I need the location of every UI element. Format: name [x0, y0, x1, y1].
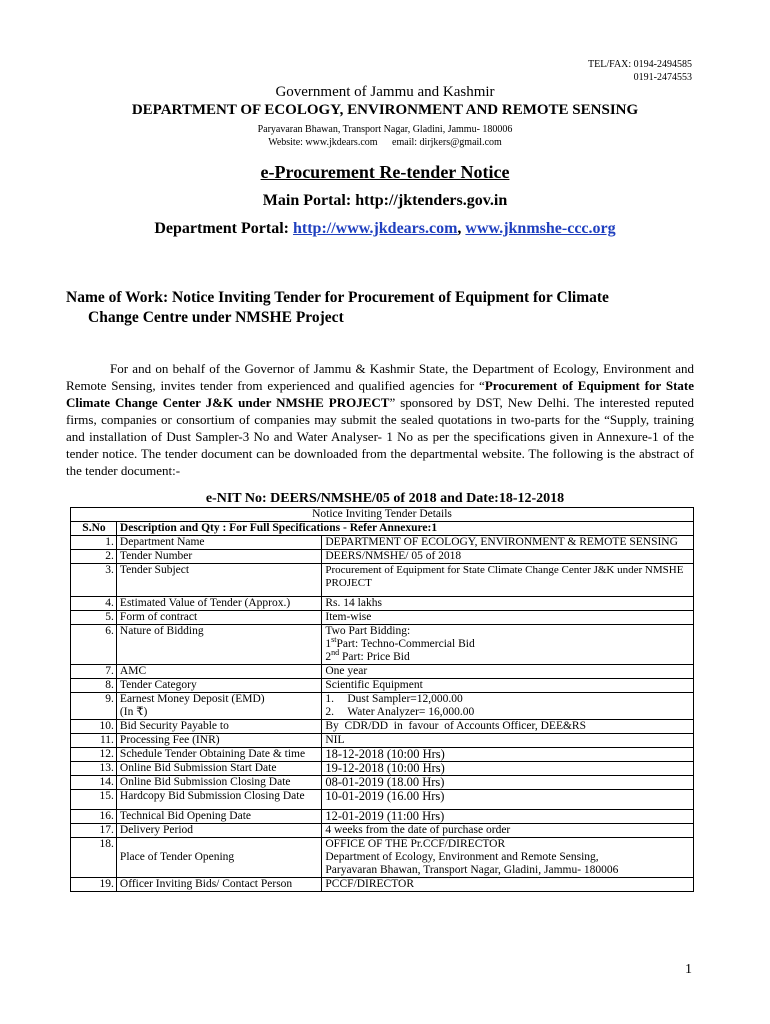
telfax-line-1: TEL/FAX: 0194-2494585: [588, 59, 692, 70]
row-value: Procurement of Equipment for State Climate Change Center J&K under NMSHE PROJECT: [322, 564, 694, 597]
row-sno: 4.: [71, 597, 117, 611]
row-label: Officer Inviting Bids/ Contact Person: [116, 878, 321, 892]
row-label: Online Bid Submission Closing Date: [116, 776, 321, 790]
table-row: [71, 536, 694, 550]
table-row: [71, 790, 694, 810]
row-label: Estimated Value of Tender (Approx.): [116, 597, 321, 611]
row-value: [322, 693, 694, 720]
row-value: Item-wise: [322, 611, 694, 625]
row-label: Delivery Period: [116, 824, 321, 838]
notice-title: e-Procurement Re-tender Notice: [260, 162, 510, 182]
header-description: Description and Qty : For Full Specifications - Refer Annexure:1: [116, 522, 693, 536]
table-row: [71, 810, 694, 824]
header-sno: S.No: [71, 522, 117, 536]
bidding-part-1: 1stPart: Techno-Commercial Bid: [325, 635, 475, 650]
row-value: NIL: [322, 734, 694, 748]
row-sno: 18.: [71, 838, 117, 878]
jknmshe-link[interactable]: www.jknmshe-ccc.org: [465, 220, 616, 237]
row-label: AMC: [116, 665, 321, 679]
row-label: Place of Tender Opening: [116, 838, 321, 878]
bidding-type: Two Part Bidding:: [325, 625, 411, 637]
table-row: [71, 665, 694, 679]
row-label: Hardcopy Bid Submission Closing Date: [116, 790, 321, 810]
row-value: Scientific Equipment: [322, 679, 694, 693]
row-label: Form of contract: [116, 611, 321, 625]
emd-item: 1. Dust Sampler=12,000.00: [325, 693, 463, 705]
row-sno: 10.: [71, 720, 117, 734]
row-value: 4 weeks from the date of purchase order: [322, 824, 694, 838]
row-sno: 12.: [71, 748, 117, 762]
row-value: 08-01-2019 (18.00 Hrs): [322, 776, 694, 790]
row-value: 10-01-2019 (16.00 Hrs): [322, 790, 694, 810]
row-sno: 6.: [71, 625, 117, 665]
email-text: email: dirjkers@gmail.com: [392, 137, 502, 148]
row-sno: 17.: [71, 824, 117, 838]
row-sno: 11.: [71, 734, 117, 748]
row-value: [322, 625, 694, 665]
emd-item: 2. Water Analyzer= 16,000.00: [325, 706, 475, 718]
row-value: 19-12-2018 (10:00 Hrs): [322, 762, 694, 776]
table-row: [71, 597, 694, 611]
row-label: Processing Fee (INR): [116, 734, 321, 748]
bidding-part-2: 2nd Part: Price Bid: [325, 648, 410, 663]
row-sno: 19.: [71, 878, 117, 892]
row-label: Tender Category: [116, 679, 321, 693]
department-portal-label: Department Portal:: [154, 220, 293, 237]
table-row: [71, 679, 694, 693]
body-text-part-1: For and on behalf of the Governor of Jammu & Kashmir State, the Department of Ecology, Environment and Remote Sensing, invites tender from experienced and qualified agencies for “: [66, 361, 694, 393]
row-sno: 8.: [71, 679, 117, 693]
row-sno: 7.: [71, 665, 117, 679]
row-sno: 16.: [71, 810, 117, 824]
row-value: PCCF/DIRECTOR: [322, 878, 694, 892]
row-value: 18-12-2018 (10:00 Hrs): [322, 748, 694, 762]
table-row: [71, 734, 694, 748]
row-sno: 1.: [71, 536, 117, 550]
contact-line: [0, 137, 770, 148]
row-sno: 15.: [71, 790, 117, 810]
row-value: By CDR/DD in favour of Accounts Officer, DEE&RS: [322, 720, 694, 734]
tender-details-table: [70, 507, 694, 892]
row-sno: 2.: [71, 550, 117, 564]
row-label: Department Name: [116, 536, 321, 550]
website-text: Website: www.jkdears.com: [268, 137, 378, 148]
notice-body-paragraph: [66, 360, 694, 479]
row-label: Technical Bid Opening Date: [116, 810, 321, 824]
row-label: Online Bid Submission Start Date: [116, 762, 321, 776]
page-number: 1: [685, 962, 692, 977]
row-value: 12-01-2019 (11:00 Hrs): [322, 810, 694, 824]
department-address: Paryavaran Bhawan, Transport Nagar, Gladini, Jammu- 180006: [257, 124, 513, 135]
department-portal-line: [0, 220, 770, 238]
name-of-work-line-2: Change Centre under NMSHE Project: [88, 309, 344, 326]
name-of-work: [66, 288, 706, 328]
table-row: [71, 762, 694, 776]
table-row: [71, 776, 694, 790]
table-caption: Notice Inviting Tender Details: [71, 508, 694, 522]
row-label: Bid Security Payable to: [116, 720, 321, 734]
row-label: Tender Subject: [116, 564, 321, 597]
row-value: DEERS/NMSHE/ 05 of 2018: [322, 550, 694, 564]
row-value: Rs. 14 lakhs: [322, 597, 694, 611]
table-row: [71, 693, 694, 720]
body-text-part-2: ” sponsored by DST, New Delhi. The interested reputed firms, companies or consortium of companies may submit the sealed quotations in two-parts for the “Supply, training and installation of Dust Sampler-3 No and Water Analyser- 1 No as per the specifications given in Annexure-1 of the tender notice. The tender document can be downloaded from the departmental website. The following is the abstract of the tender document:-: [66, 395, 694, 478]
body-text-bold: Procurement of Equipment for State Climate Change Center J&K under NMSHE PROJECT: [66, 378, 695, 410]
link-separator: ,: [457, 220, 466, 237]
table-row: [71, 564, 694, 597]
table-row: [71, 748, 694, 762]
enit-number: e-NIT No: DEERS/NMSHE/05 of 2018 and Date:18-12-2018: [205, 491, 565, 506]
row-label: Earnest Money Deposit (EMD) (In ₹): [116, 693, 321, 720]
table-row: [71, 878, 694, 892]
row-label: Tender Number: [116, 550, 321, 564]
table-row: [71, 550, 694, 564]
row-label: Nature of Bidding: [116, 625, 321, 665]
row-sno: 14.: [71, 776, 117, 790]
table-row: [71, 824, 694, 838]
tel-fax-block: [492, 58, 692, 84]
row-value: OFFICE OF THE Pr.CCF/DIRECTOR Department of Ecology, Environment and Remote Sensing, Paryavaran Bhawan, Transport Nagar, Gladini, Jammu- 180006: [322, 838, 694, 878]
row-sno: 9.: [71, 693, 117, 720]
table-row: [71, 720, 694, 734]
row-label: Schedule Tender Obtaining Date & time: [116, 748, 321, 762]
table-row: [71, 838, 694, 878]
row-sno: 13.: [71, 762, 117, 776]
table-row: [71, 625, 694, 665]
table-row: [71, 611, 694, 625]
name-of-work-line-1: Name of Work: Notice Inviting Tender for Procurement of Equipment for Climate: [66, 289, 609, 306]
telfax-line-2: 0191-2474553: [633, 72, 692, 83]
row-sno: 5.: [71, 611, 117, 625]
row-value: DEPARTMENT OF ECOLOGY, ENVIRONMENT & REMOTE SENSING: [322, 536, 694, 550]
main-portal-line: Main Portal: http://jktenders.gov.in: [262, 192, 508, 209]
department-heading: DEPARTMENT OF ECOLOGY, ENVIRONMENT AND REMOTE SENSING: [131, 102, 639, 118]
row-value: One year: [322, 665, 694, 679]
jkdears-link[interactable]: http://www.jkdears.com: [292, 220, 458, 237]
government-heading: Government of Jammu and Kashmir: [275, 84, 495, 100]
row-sno: 3.: [71, 564, 117, 597]
